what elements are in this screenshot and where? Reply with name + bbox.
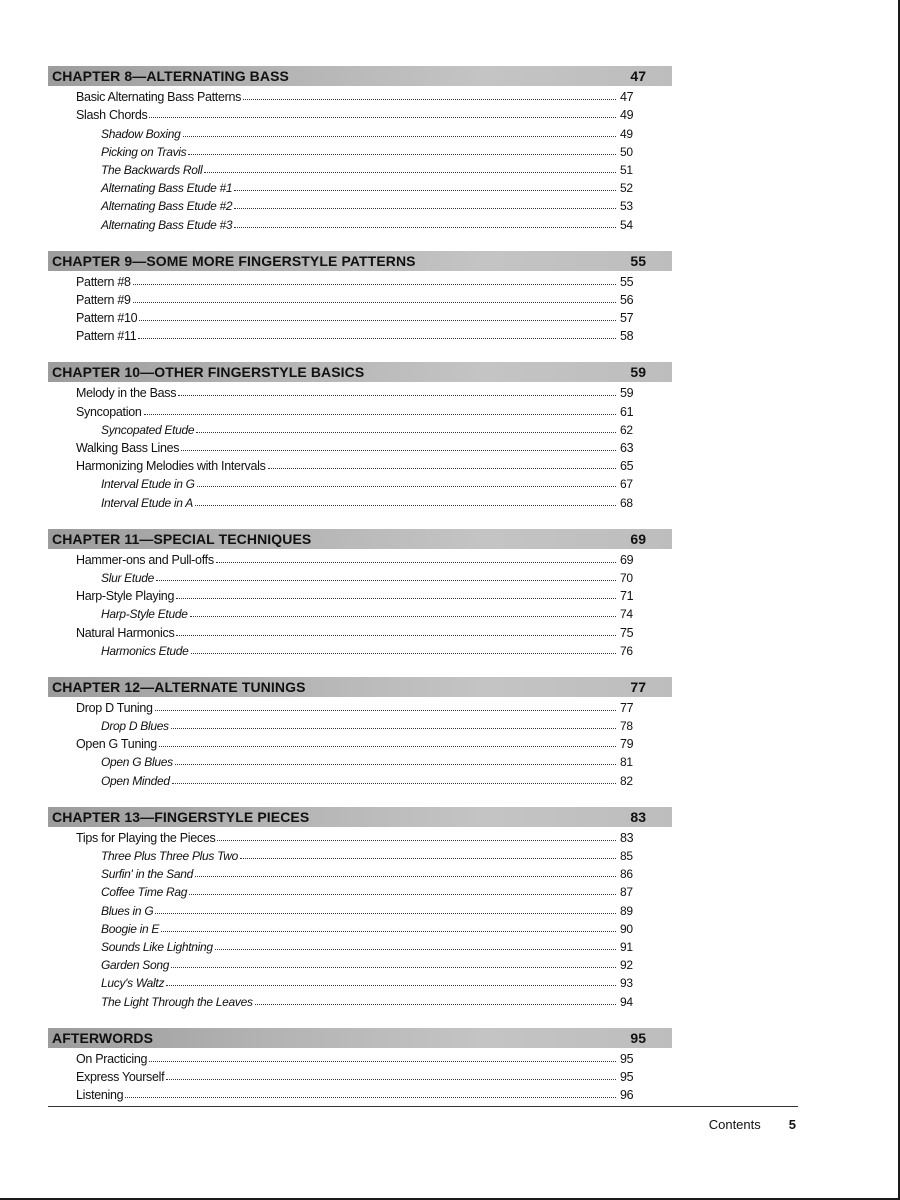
toc-subentry[interactable] [48,863,672,881]
chapter-heading[interactable] [48,677,672,697]
entry-page-number: 49 [620,126,633,141]
entry-title: Drop D Tuning [76,700,153,715]
dot-leader [133,302,616,303]
entry-title: Pattern #10 [76,311,138,326]
entry-title: Harmonics Etude [101,643,189,658]
toc-entry[interactable] [48,455,672,473]
toc-subentry[interactable] [48,769,672,787]
dot-leader [125,1097,616,1098]
dot-leader [197,486,616,487]
chapter-heading[interactable] [48,807,672,827]
entry-page-number: 90 [620,921,633,936]
entry-page-number: 70 [620,570,633,585]
entry-page-number: 62 [620,422,633,437]
dot-leader [183,136,617,137]
toc-subentry[interactable] [48,954,672,972]
chapter-heading[interactable] [48,251,672,271]
page-footer [709,1117,796,1132]
dot-leader [172,783,616,784]
dot-leader [149,1061,616,1062]
dot-leader [171,728,616,729]
entry-page-number: 71 [620,589,634,604]
toc-subentry[interactable] [48,122,672,140]
toc-subentry[interactable] [48,473,672,491]
entry-page-number: 55 [620,274,634,289]
toc-entry[interactable] [48,289,672,307]
toc-entry[interactable] [48,1084,672,1102]
toc-subentry[interactable] [48,936,672,954]
entry-page-number: 68 [620,495,633,510]
entry-title: Harp-Style Etude [101,607,188,622]
toc-subentry[interactable] [48,159,672,177]
toc-entry[interactable] [48,437,672,455]
entry-page-number: 56 [620,292,634,307]
dot-leader [204,172,616,173]
toc-entry[interactable] [48,827,672,845]
table-of-contents [48,66,672,1121]
toc-entry[interactable] [48,697,672,715]
toc-subentry[interactable] [48,845,672,863]
toc-chapter [48,66,672,232]
entry-title: Melody in the Bass [76,386,177,401]
entry-page-number: 58 [620,329,634,344]
entry-page-number: 76 [620,643,633,658]
dot-leader [215,949,616,950]
toc-chapter [48,807,672,1009]
entry-page-number: 87 [620,885,633,900]
entry-title: Alternating Bass Etude #3 [101,217,233,232]
dot-leader [144,414,617,415]
entry-page-number: 63 [620,441,634,455]
dot-leader [196,432,616,433]
chapter-title: CHAPTER 8—ALTERNATING BASS [52,68,289,84]
entry-page-number: 95 [620,1069,634,1084]
entry-title: Open Minded [101,773,170,788]
dot-leader [240,858,616,859]
entry-title: Express Yourself [76,1069,165,1084]
entry-page-number: 54 [620,217,633,232]
toc-subentry[interactable] [48,491,672,509]
chapter-title: AFTERWORDS [52,1029,154,1046]
entry-title: Three Plus Three Plus Two [101,849,238,863]
toc-chapter [48,529,672,658]
entry-title: Blues in G [101,903,154,918]
entry-title: Interval Etude in A [101,495,193,510]
toc-entry[interactable] [48,400,672,418]
entry-title: Tips for Playing the Pieces [76,830,216,845]
entry-page-number: 50 [620,144,633,159]
toc-subentry[interactable] [48,751,672,769]
toc-subentry[interactable] [48,899,672,917]
chapter-title: CHAPTER 13—FINGERSTYLE PIECES [52,808,310,825]
dot-leader [216,562,616,563]
entry-page-number: 51 [620,162,633,177]
toc-subentry[interactable] [48,177,672,195]
toc-entry[interactable] [48,382,672,400]
dot-leader [178,395,616,396]
entry-title: Pattern #9 [76,292,131,307]
entry-title: Coffee Time Rag [101,885,188,900]
entry-page-number: 53 [620,199,633,214]
entry-title: Garden Song [101,958,170,973]
chapter-page-number: 59 [630,364,646,381]
toc-subentry[interactable] [48,141,672,159]
dot-leader [188,154,616,155]
entry-title: Shadow Boxing [101,126,181,141]
chapter-title: CHAPTER 10—OTHER FINGERSTYLE BASICS [52,364,365,381]
toc-subentry[interactable] [48,567,672,585]
entry-page-number: 49 [620,108,634,123]
entry-page-number: 75 [620,625,634,640]
entry-title: Harp-Style Playing [76,589,175,604]
entry-title: Slash Chords [76,108,148,123]
toc-entry[interactable] [48,549,672,567]
toc-entry[interactable] [48,1066,672,1084]
dot-leader [166,985,616,986]
toc-entry[interactable] [48,104,672,122]
entry-page-number: 47 [620,90,634,105]
entry-title: Surfin' in the Sand [101,867,193,882]
toc-subentry[interactable] [48,715,672,733]
entry-page-number: 83 [620,830,634,845]
entry-title: The Light Through the Leaves [101,994,253,1009]
entry-title: Hammer-ons and Pull-offs [76,552,214,567]
dot-leader [176,598,616,599]
entry-title: Alternating Bass Etude #2 [101,199,233,214]
entry-title: Sounds Like Lightning [101,939,213,954]
toc-subentry[interactable] [48,972,672,990]
entry-title: The Backwards Roll [101,162,203,177]
chapter-page-number: 77 [630,678,646,695]
chapter-page-number: 47 [630,68,646,84]
entry-title: On Practicing [76,1051,148,1066]
dot-leader [234,208,616,209]
chapter-title: CHAPTER 11—SPECIAL TECHNIQUES [52,530,312,547]
entry-page-number: 89 [620,903,633,918]
page-number: 5 [788,1117,796,1132]
toc-chapter [48,251,672,344]
entry-page-number: 85 [620,849,633,863]
chapter-heading[interactable] [48,529,672,549]
chapter-heading[interactable] [48,362,672,382]
entry-title: Picking on Travis [101,144,187,159]
toc-chapter [48,362,672,509]
entry-title: Harmonizing Melodies with Intervals [76,459,266,474]
toc-subentry[interactable] [48,419,672,437]
toc-entry[interactable] [48,1048,672,1066]
entry-page-number: 67 [620,477,633,492]
entry-page-number: 79 [620,737,634,752]
chapter-title: CHAPTER 12—ALTERNATE TUNINGS [52,678,306,695]
toc-entry[interactable] [48,733,672,751]
dot-leader [138,338,616,339]
entry-page-number: 92 [620,958,633,973]
entry-title: Listening [76,1088,124,1103]
entry-title: Alternating Bass Etude #1 [101,181,233,196]
dot-leader [156,580,616,581]
toc-subentry[interactable] [48,640,672,658]
dot-leader [161,931,616,932]
toc-subentry[interactable] [48,603,672,621]
toc-entry[interactable] [48,585,672,603]
dot-leader [195,876,616,877]
dot-leader [159,746,616,747]
entry-page-number: 77 [620,700,634,715]
toc-subentry[interactable] [48,213,672,231]
entry-title: Open G Blues [101,755,173,770]
dot-leader [149,117,616,118]
entry-page-number: 93 [620,976,633,991]
toc-entry[interactable] [48,86,672,104]
dot-leader [166,1079,616,1080]
entry-page-number: 61 [620,404,634,419]
dot-leader [217,840,616,841]
toc-subentry[interactable] [48,195,672,213]
dot-leader [175,764,616,765]
entry-page-number: 95 [620,1051,634,1066]
entry-title: Boogie in E [101,921,160,936]
entry-page-number: 69 [620,552,634,567]
entry-page-number: 57 [620,311,634,326]
dot-leader [243,99,616,100]
entry-title: Pattern #8 [76,274,131,289]
toc-entry[interactable] [48,307,672,325]
chapter-page-number: 83 [630,808,646,825]
toc-subentry[interactable] [48,881,672,899]
entry-page-number: 74 [620,607,633,622]
toc-entry[interactable] [48,271,672,289]
footer-label: Contents [708,1117,761,1132]
entry-title: Pattern #11 [76,329,137,344]
footer-rule [48,1106,798,1107]
entry-title: Lucy's Waltz [101,976,165,991]
toc-entry[interactable] [48,621,672,639]
toc-subentry[interactable] [48,918,672,936]
entry-page-number: 52 [620,181,633,196]
toc-chapter [48,677,672,788]
chapter-title: CHAPTER 9—SOME MORE FINGERSTYLE PATTERNS [52,252,416,269]
chapter-page-number: 55 [630,252,646,269]
dot-leader [181,450,616,451]
entry-title: Natural Harmonics [76,625,175,640]
chapter-heading[interactable] [48,66,672,86]
dot-leader [189,894,616,895]
entry-title: Syncopation [76,404,142,419]
dot-leader [171,967,616,968]
dot-leader [234,227,616,228]
entry-title: Interval Etude in G [101,477,195,492]
entry-title: Drop D Blues [101,719,169,734]
entry-page-number: 91 [620,939,633,954]
dot-leader [191,653,616,654]
dot-leader [255,1004,616,1005]
chapter-page-number: 95 [630,1029,646,1046]
chapter-page-number: 69 [630,530,646,547]
entry-page-number: 96 [620,1088,634,1103]
entry-page-number: 65 [620,459,634,474]
dot-leader [155,710,616,711]
dot-leader [139,320,616,321]
toc-subentry[interactable] [48,990,672,1008]
entry-page-number: 82 [620,773,633,788]
entry-title: Slur Etude [101,570,155,585]
entry-page-number: 86 [620,867,633,882]
dot-leader [234,190,616,191]
entry-title: Basic Alternating Bass Patterns [76,90,242,105]
dot-leader [155,913,616,914]
entry-page-number: 81 [620,755,633,770]
dot-leader [133,284,616,285]
dot-leader [195,505,616,506]
entry-page-number: 78 [620,719,633,734]
entry-title: Syncopated Etude [101,422,195,437]
chapter-heading[interactable] [48,1028,672,1048]
dot-leader [176,635,616,636]
entry-title: Open G Tuning [76,737,157,752]
entry-page-number: 59 [620,386,634,401]
dot-leader [268,468,616,469]
toc-entry[interactable] [48,325,672,343]
entry-page-number: 94 [620,994,633,1009]
dot-leader [190,616,616,617]
toc-chapter [48,1028,672,1103]
entry-title: Walking Bass Lines [76,441,180,455]
